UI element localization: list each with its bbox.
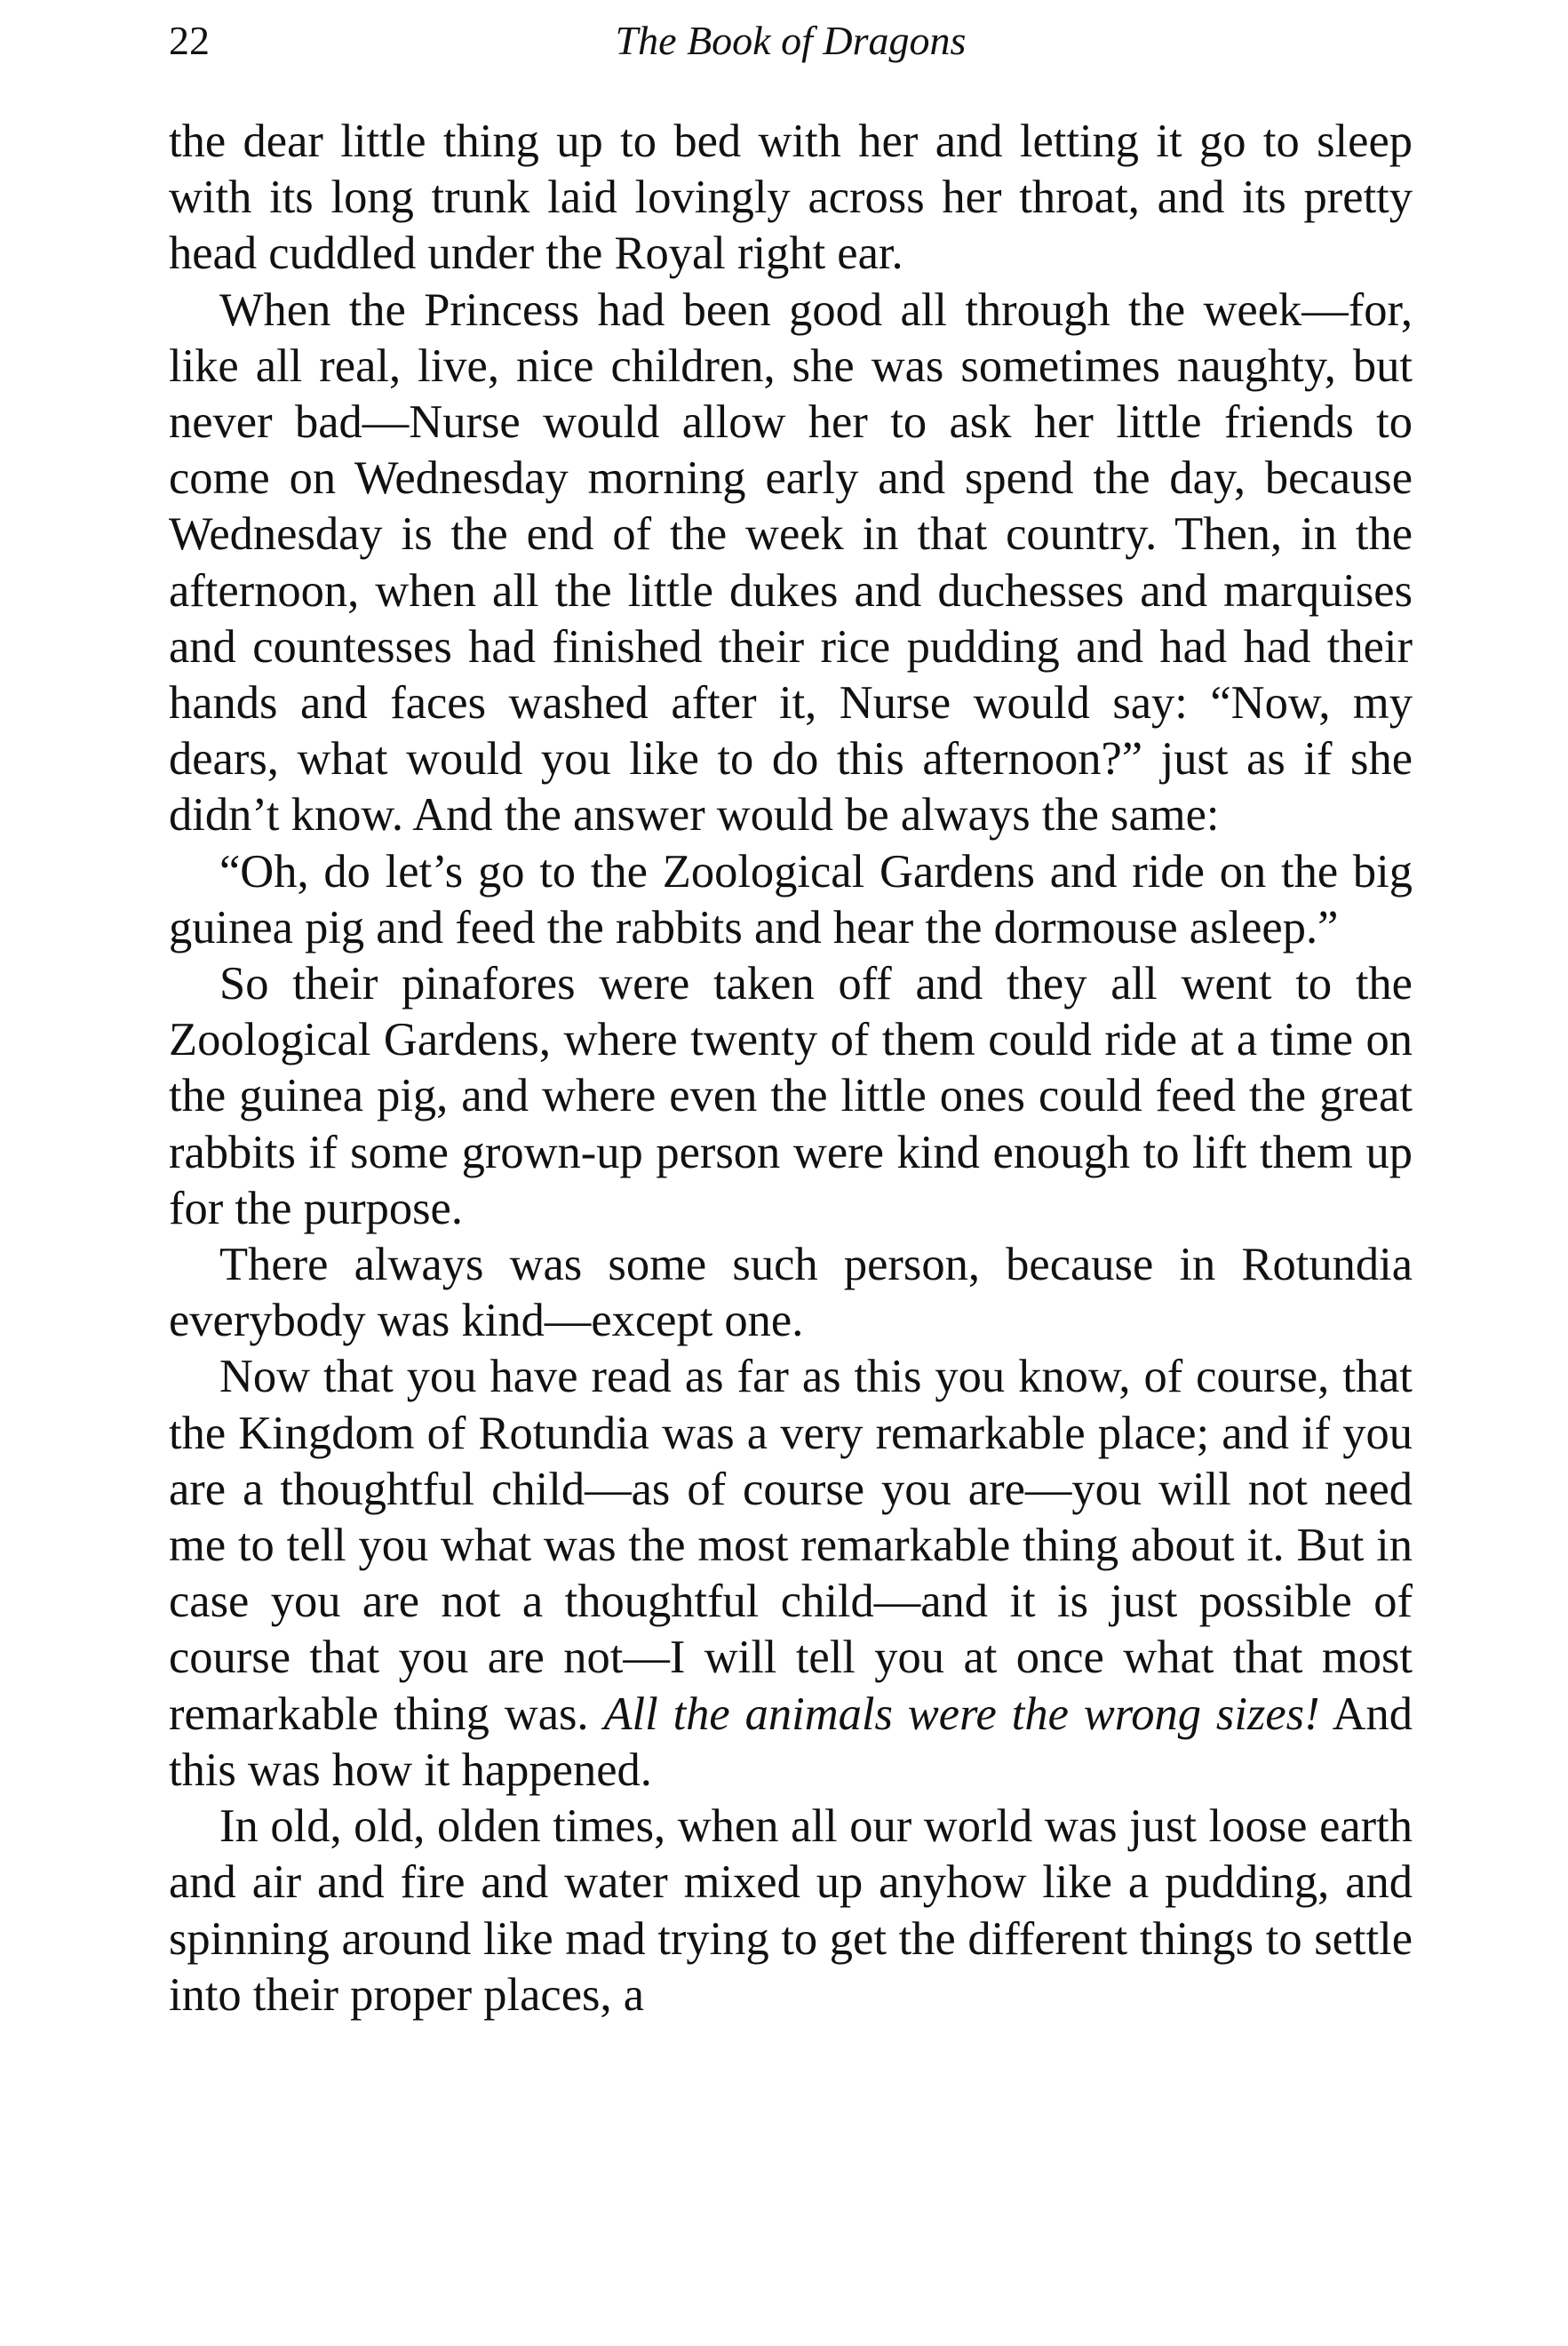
paragraph-text: Now that you have read as far as this you know, of course, that the Kingdom of Rotundia was a very remarkable place; and if you are a thoughtful child—as of course you are—you will not need me to tell you what was the most remarkable thing about it. But in case you are not a thoughtful child—and it is just possible of course that you are not—I will tell you at once what that most remarkable thing was. [169,1351,1413,1740]
page-number: 22 [169,18,210,63]
paragraph: There always was some such person, because in Rotundia everybody was kind—except one. [169,1239,1413,1347]
paragraph [169,1349,1413,1799]
paragraph: So their pinafores were taken off and they all went to the Zoological Gardens, where twenty of them could ride at a time on the guinea pig, and where even the little ones could feed the great rabbits if some grown-up person were kind enough to lift them up for the purpose. [169,958,1413,1234]
italic-emphasis: All the animals were the wrong sizes! [603,1688,1320,1740]
paragraph-text: And this was how it happened. [169,1688,1413,1796]
paragraph-continued: the dear little thing up to bed with her and letting it go to sleep with its long trunk laid lovingly across her throat, and its pretty head cuddled under the Royal right ear. [169,116,1413,280]
paragraph: When the Princess had been good all through the week—for, like all real, live, nice children, she was sometimes naughty, but never bad—Nurse would allow her to ask her little friends to come on Wednesday morning early and spend the day, because Wednesday is the end of the week in that country. Then, in the afternoon, when all the little dukes and duchesses and marquises and countesses had finished their rice pudding and had had their hands and faces washed after it, Nurse would say: “Now, my dears, what would you like to do this afternoon?” just as if she didn’t know. And the answer would be always the same: [169,283,1413,842]
paragraph-quote: “Oh, do let’s go to the Zoological Gardens and ride on the big guinea pig and feed the rabbits and hear the dormouse asleep.” [169,845,1413,954]
running-head [169,7,1413,75]
body-text [169,114,1413,2023]
book-title: The Book of Dragons [615,18,967,63]
paragraph: In old, old, olden times, when all our world was just loose earth and air and fire and water mixed up anyhow like a pudding, and spinning around like mad trying to get the different things to settle into their proper places, a [169,1800,1413,2021]
